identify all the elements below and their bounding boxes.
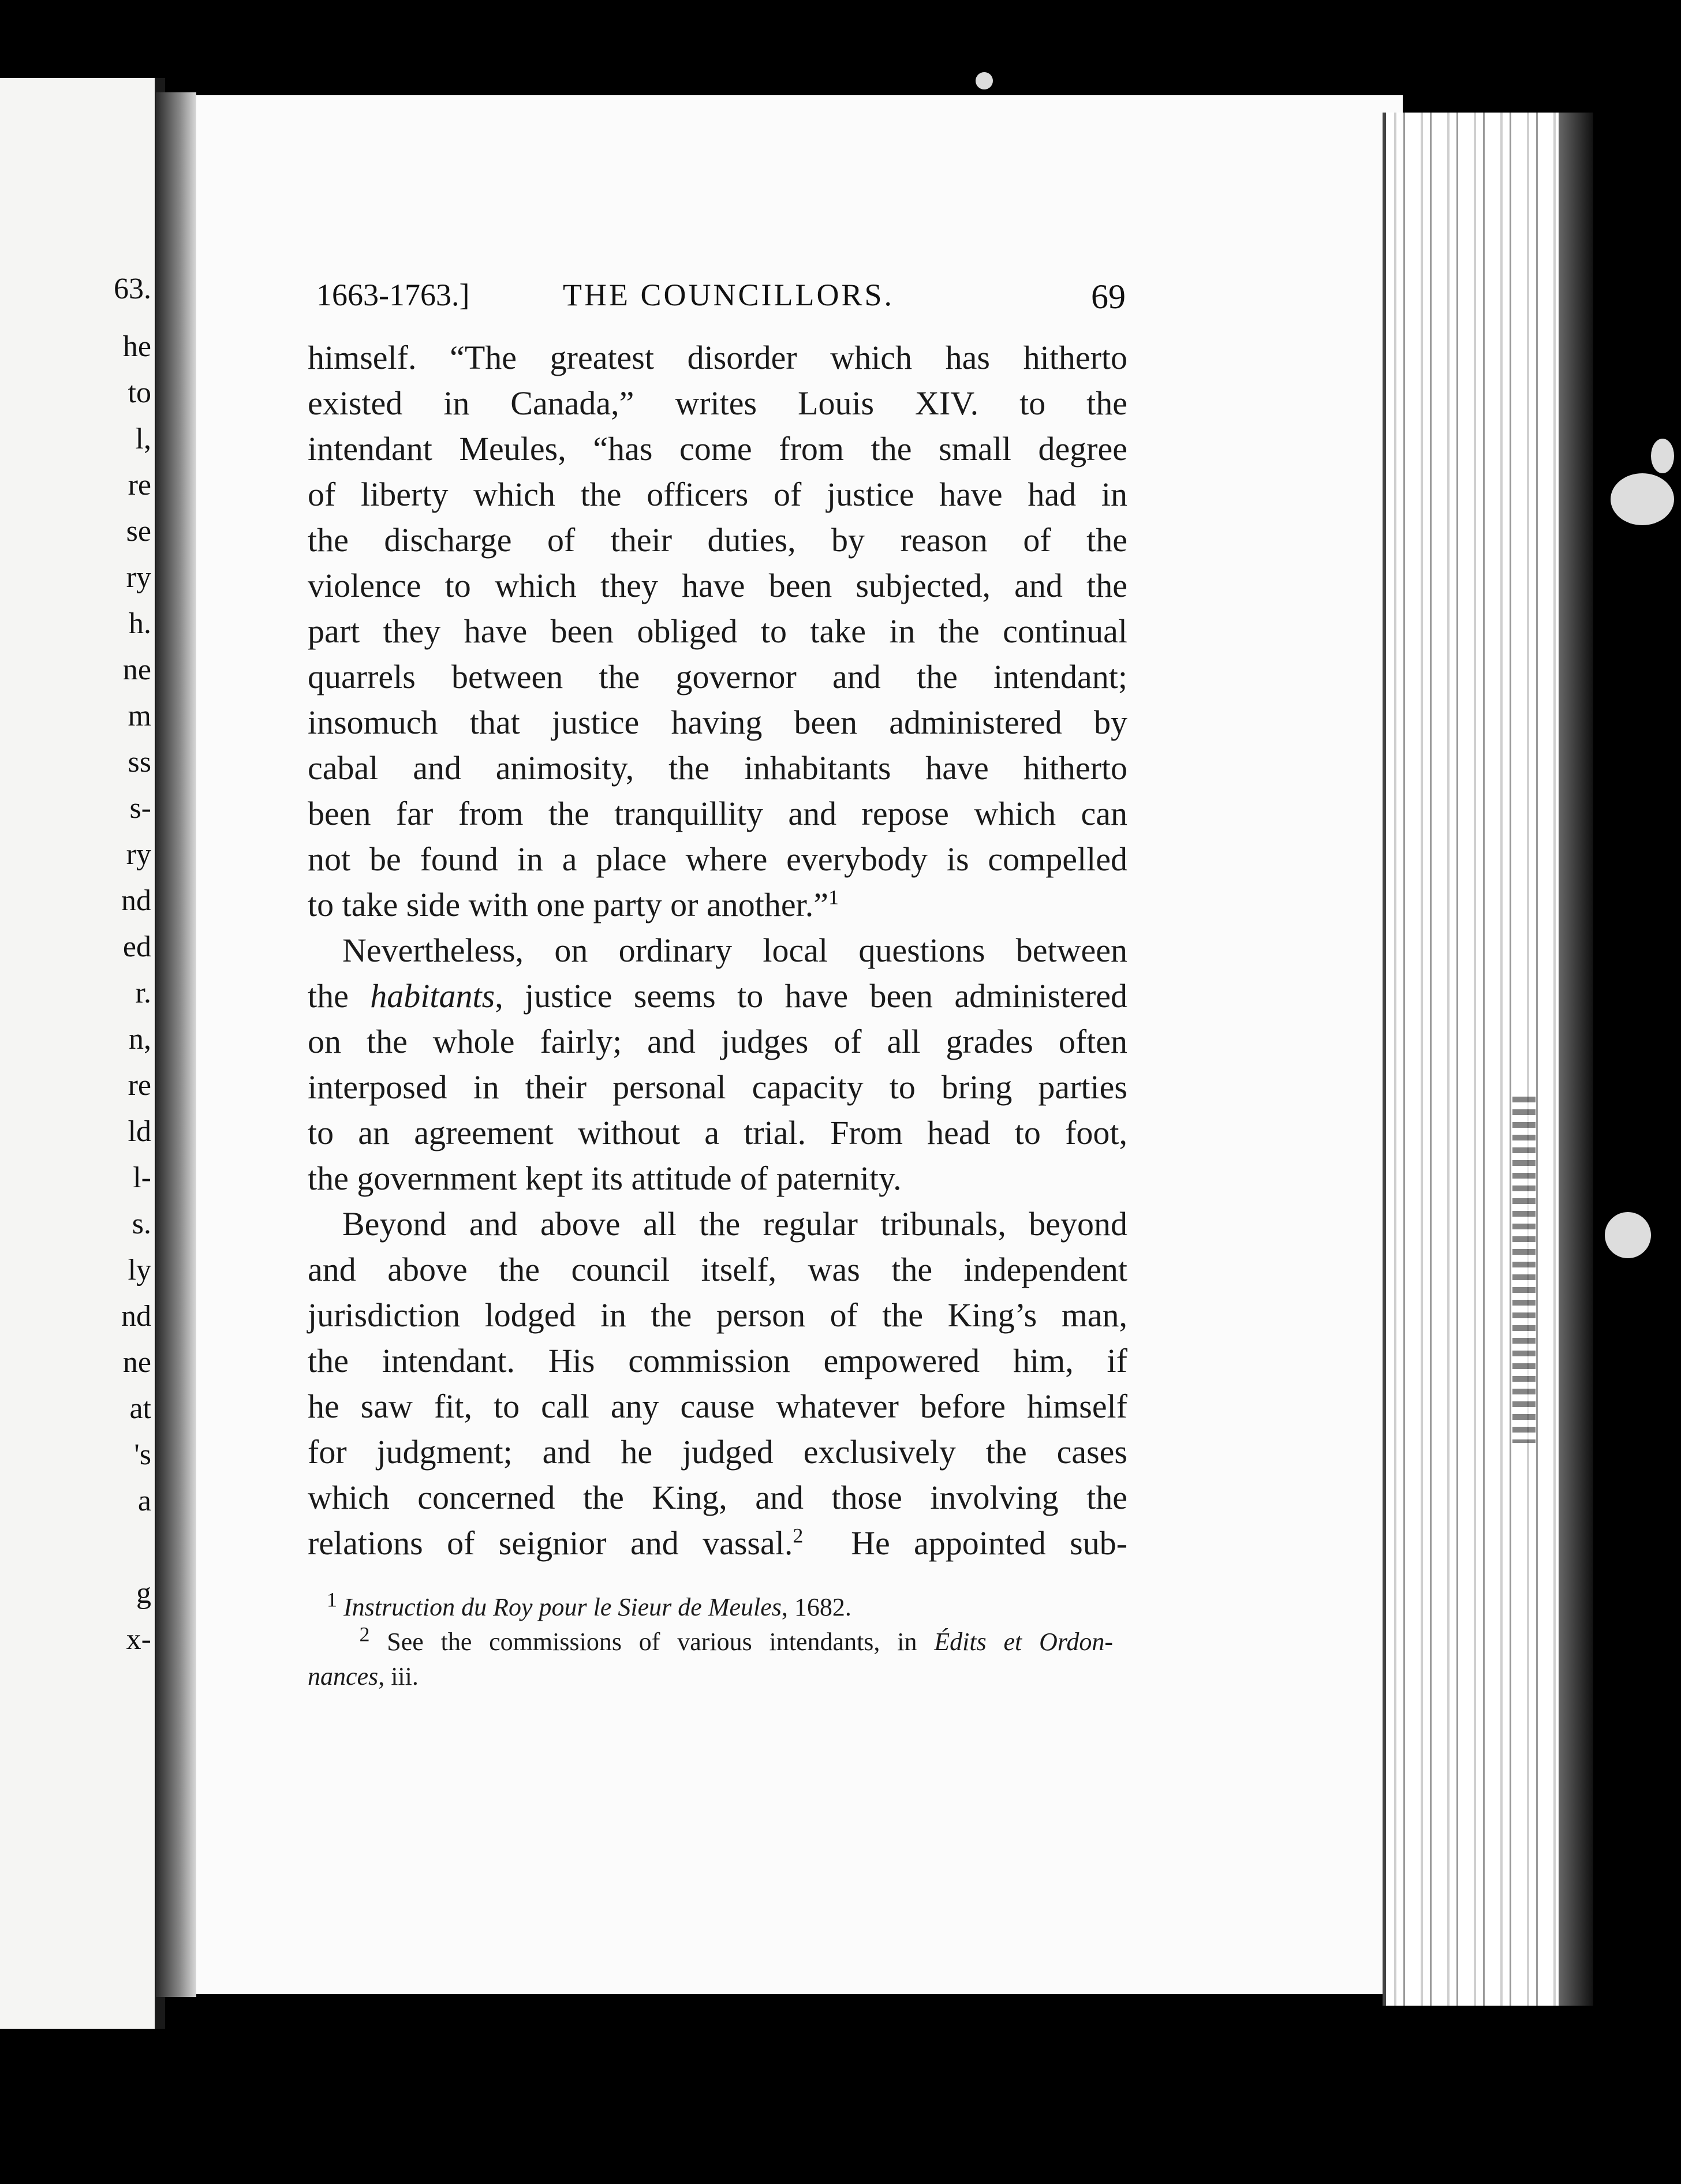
left-page-text-fragment: ry bbox=[126, 561, 151, 594]
dust-speck bbox=[1605, 1212, 1651, 1258]
text-segment: He appointed sub- bbox=[851, 1524, 1128, 1562]
text-line: existed in Canada,” writes Louis XIV. to the bbox=[308, 384, 1127, 422]
text-line: insomuch that justice having been administered by bbox=[308, 704, 1127, 741]
page-edge-shadow bbox=[1559, 113, 1593, 2006]
running-head-dates: 1663-1763.] bbox=[316, 278, 470, 312]
left-page-text-fragment: n, bbox=[129, 1023, 151, 1056]
text-segment: , justice seems to have been administered bbox=[495, 977, 1127, 1015]
left-page-text-fragment: 's bbox=[134, 1438, 151, 1471]
left-page-text-fragment: to bbox=[128, 376, 151, 409]
footnotes bbox=[308, 1590, 1113, 1694]
footnote-1 bbox=[308, 1590, 1113, 1625]
footnote-title: Édits et Ordon- bbox=[934, 1628, 1114, 1656]
text-line: interposed in their personal capacity to bring parties bbox=[308, 1068, 1127, 1106]
left-page-text-fragment: ne bbox=[122, 653, 151, 686]
left-page-text-fragment: x- bbox=[126, 1623, 151, 1656]
left-page-text-fragment: nd bbox=[121, 884, 151, 917]
footnote-ref: 2 bbox=[793, 1524, 804, 1547]
left-page-text-fragment: se bbox=[126, 515, 151, 548]
text-line: of liberty which the officers of justice have had in bbox=[308, 476, 1127, 513]
left-page-text-fragment: g bbox=[136, 1577, 151, 1610]
footnote-2-cont bbox=[308, 1659, 1113, 1694]
dust-speck bbox=[976, 72, 993, 89]
footnote-year: , 1682. bbox=[781, 1593, 851, 1621]
dust-speck bbox=[1611, 473, 1674, 525]
text-segment: the bbox=[308, 977, 349, 1015]
footnote-end: , iii. bbox=[378, 1662, 419, 1691]
left-page-text-fragment: h. bbox=[129, 607, 151, 640]
text-line: the discharge of their duties, by reason of the bbox=[308, 521, 1127, 559]
book-gutter bbox=[156, 92, 196, 1997]
text-segment: to take side with one party or another.” bbox=[308, 886, 828, 923]
left-page-text-fragment: a bbox=[137, 1484, 151, 1517]
dust-speck bbox=[1651, 439, 1674, 473]
left-page-text-fragment: ss bbox=[128, 746, 151, 779]
text-line: on the whole fairly; and judges of all grades often bbox=[308, 1023, 1127, 1060]
text-line bbox=[308, 1520, 1127, 1566]
left-page-text-fragment: re bbox=[128, 1069, 151, 1102]
left-page-text-fragment: nd bbox=[121, 1300, 151, 1333]
page-number: 69 bbox=[1091, 278, 1126, 316]
text-line: violence to which they have been subjected, and the bbox=[308, 567, 1127, 604]
footnote-text: See the commissions of various intendants, in bbox=[387, 1628, 917, 1656]
running-head-title: THE COUNCILLORS. bbox=[563, 278, 894, 312]
text-line: the government kept its attitude of paternity. bbox=[308, 1160, 902, 1197]
text-line: not be found in a place where everybody is compelled bbox=[308, 840, 1127, 878]
text-line: cabal and animosity, the inhabitants have hitherto bbox=[308, 749, 1127, 787]
left-page-text-fragment: ed bbox=[122, 930, 151, 963]
text-line: part they have been obliged to take in the continual bbox=[308, 612, 1127, 650]
left-page-text-fragment: m bbox=[128, 700, 151, 732]
text-line: intendant Meules, “has come from the small degree bbox=[308, 430, 1127, 468]
left-page-text-fragment: l- bbox=[133, 1161, 151, 1194]
text-line: the intendant. His commission empowered him, if bbox=[308, 1342, 1127, 1379]
text-line bbox=[308, 973, 1127, 1019]
text-line: quarrels between the governor and the intendant; bbox=[308, 658, 1127, 695]
footnote-ref: 1 bbox=[828, 885, 839, 909]
left-page-text-fragment: l, bbox=[135, 422, 151, 455]
footnote-number: 2 bbox=[359, 1622, 370, 1646]
left-page-text-fragment: ld bbox=[128, 1115, 151, 1148]
footnote-title: Instruction du Roy pour le Sieur de Meules bbox=[343, 1593, 782, 1621]
left-page-text-fragment: he bbox=[122, 330, 151, 363]
footnote-2 bbox=[308, 1622, 1114, 1659]
footnote-number: 1 bbox=[327, 1588, 337, 1611]
left-page-text-fragment: ry bbox=[126, 838, 151, 871]
text-line bbox=[308, 882, 1127, 928]
body-text bbox=[308, 335, 1127, 1566]
left-page-text-fragment: re bbox=[128, 469, 151, 502]
left-page-text-fragment: ly bbox=[128, 1254, 151, 1287]
text-line: he saw fit, to call any cause whatever before himself bbox=[308, 1388, 1127, 1425]
left-page-text-fragment: s- bbox=[129, 792, 151, 825]
left-page-text-fragment: r. bbox=[135, 977, 151, 1009]
left-page-text-fragment: s. bbox=[132, 1207, 151, 1240]
page-edge-marks bbox=[1512, 1097, 1536, 1443]
text-line: for judgment; and he judged exclusively the cases bbox=[308, 1433, 1127, 1471]
text-line: which concerned the King, and those involving the bbox=[308, 1479, 1127, 1516]
text-line: been far from the tranquillity and repose which can bbox=[308, 795, 1127, 832]
left-page-text-fragment: ne bbox=[122, 1346, 151, 1379]
text-line: and above the council itself, was the independent bbox=[308, 1251, 1127, 1288]
footnote-title: nances bbox=[308, 1662, 379, 1691]
text-line: to an agreement without a trial. From head to foot, bbox=[308, 1114, 1127, 1151]
text-line: jurisdiction lodged in the person of the King’s man, bbox=[308, 1296, 1127, 1334]
text-line: Beyond and above all the regular tribunals, beyond bbox=[342, 1205, 1127, 1243]
italic-term: habitants bbox=[370, 977, 495, 1015]
left-page-text-fragment: 63. bbox=[114, 272, 151, 305]
text-line: Nevertheless, on ordinary local questions between bbox=[342, 932, 1127, 969]
text-segment: relations of seignior and vassal. bbox=[308, 1524, 793, 1562]
text-line: himself. “The greatest disorder which has hitherto bbox=[308, 339, 1127, 376]
page-edges bbox=[1383, 113, 1577, 2006]
left-page-text-fragment: at bbox=[129, 1392, 151, 1425]
